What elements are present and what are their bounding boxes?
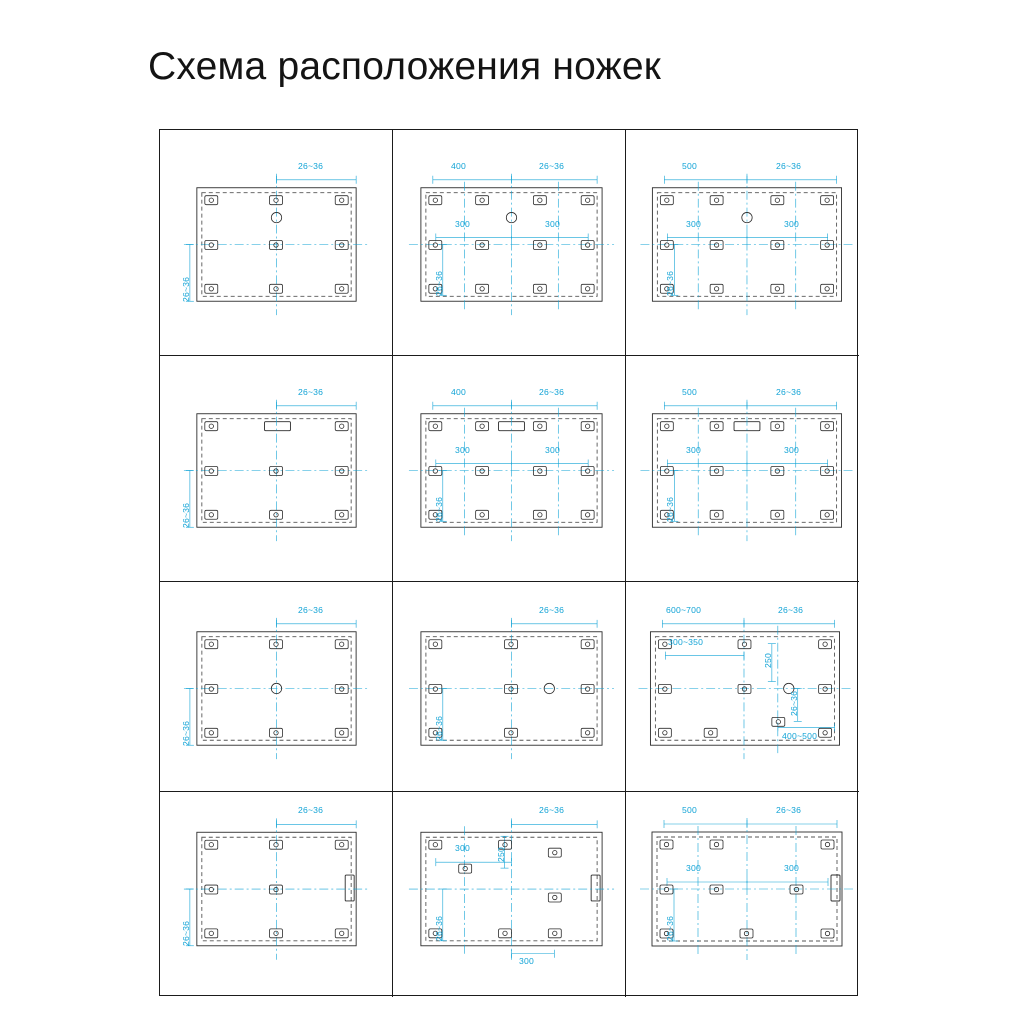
dim-label: 300 <box>686 863 701 873</box>
dim-label: 26~36 <box>434 270 444 296</box>
dim-label: 300 <box>519 956 534 966</box>
dim-label: 26~36 <box>181 920 191 946</box>
dim-label: 500 <box>682 387 697 397</box>
cell-1-3[interactable] <box>626 130 859 356</box>
dim-label: 300 <box>686 219 701 229</box>
layout-grid <box>159 129 858 996</box>
cell-4-2[interactable] <box>393 792 626 997</box>
dim-label: 300 <box>686 445 701 455</box>
tray-drawing-2-3 <box>626 356 859 581</box>
cell-2-3[interactable] <box>626 356 859 582</box>
dim-label: 26~36 <box>539 387 565 397</box>
dim-label: 26~36 <box>434 496 444 522</box>
dim-label: 500 <box>682 805 697 815</box>
tray-drawing-1-3 <box>626 130 859 355</box>
page-title: Схема расположения ножек <box>148 45 662 88</box>
dim-label: 26~36 <box>181 720 191 746</box>
cell-3-3[interactable] <box>626 582 859 792</box>
tray-drawing-3-1 <box>160 582 392 791</box>
dim-label: 26~36 <box>778 605 804 615</box>
dim-label: 26~36 <box>298 605 324 615</box>
tray-drawing-1-1 <box>160 130 392 355</box>
dim-label: 26~36 <box>539 605 565 615</box>
dim-label: 26~36 <box>665 270 675 296</box>
dim-label: 600~700 <box>666 605 702 615</box>
dim-label: 26~36 <box>434 915 444 941</box>
cell-3-2[interactable] <box>393 582 626 792</box>
tray-drawing-2-1 <box>160 356 392 581</box>
dim-label: 300 <box>455 445 470 455</box>
dim-label: 300 <box>455 843 470 853</box>
dim-label: 26~36 <box>298 805 324 815</box>
dim-label: 26~36 <box>665 915 675 941</box>
cell-1-2[interactable] <box>393 130 626 356</box>
dim-label: 400 <box>451 161 466 171</box>
dim-label: 26~36 <box>539 161 565 171</box>
cell-4-1[interactable] <box>160 792 393 997</box>
dim-label: 26~36 <box>789 690 799 716</box>
dim-label: 26~36 <box>298 161 324 171</box>
dim-label: 250 <box>496 847 506 862</box>
dim-label: 400~500 <box>782 731 818 741</box>
tray-drawing-2-2 <box>393 356 625 581</box>
tray-drawing-4-3 <box>626 792 859 997</box>
cell-1-1[interactable] <box>160 130 393 356</box>
dim-label: 26~36 <box>776 805 802 815</box>
tray-drawing-4-2 <box>393 792 625 997</box>
dim-label: 250 <box>763 653 773 668</box>
cell-3-1[interactable] <box>160 582 393 792</box>
dim-label: 300 <box>545 445 560 455</box>
dim-label: 300 <box>784 219 799 229</box>
dim-label: 300 <box>784 445 799 455</box>
dim-label: 300 <box>784 863 799 873</box>
dim-label: 500 <box>682 161 697 171</box>
dim-label: 26~36 <box>776 161 802 171</box>
dim-label: 300 <box>545 219 560 229</box>
dim-label: 26~36 <box>776 387 802 397</box>
dim-label: 300 <box>455 219 470 229</box>
dim-label: 26~36 <box>298 387 324 397</box>
tray-drawing-3-3 <box>626 582 859 791</box>
cell-2-1[interactable] <box>160 356 393 582</box>
dim-label: 26~36 <box>539 805 565 815</box>
tray-drawing-1-2 <box>393 130 625 355</box>
tray-drawing-4-1 <box>160 792 392 997</box>
dim-label: 26~36 <box>181 502 191 528</box>
cell-2-2[interactable] <box>393 356 626 582</box>
cell-4-3[interactable] <box>626 792 859 997</box>
dim-label: 26~36 <box>665 496 675 522</box>
dim-label: 300~350 <box>668 637 704 647</box>
dim-label: 26~36 <box>181 276 191 302</box>
dim-label: 400 <box>451 387 466 397</box>
tray-drawing-3-2 <box>393 582 625 791</box>
dim-label: 26~36 <box>434 715 444 741</box>
